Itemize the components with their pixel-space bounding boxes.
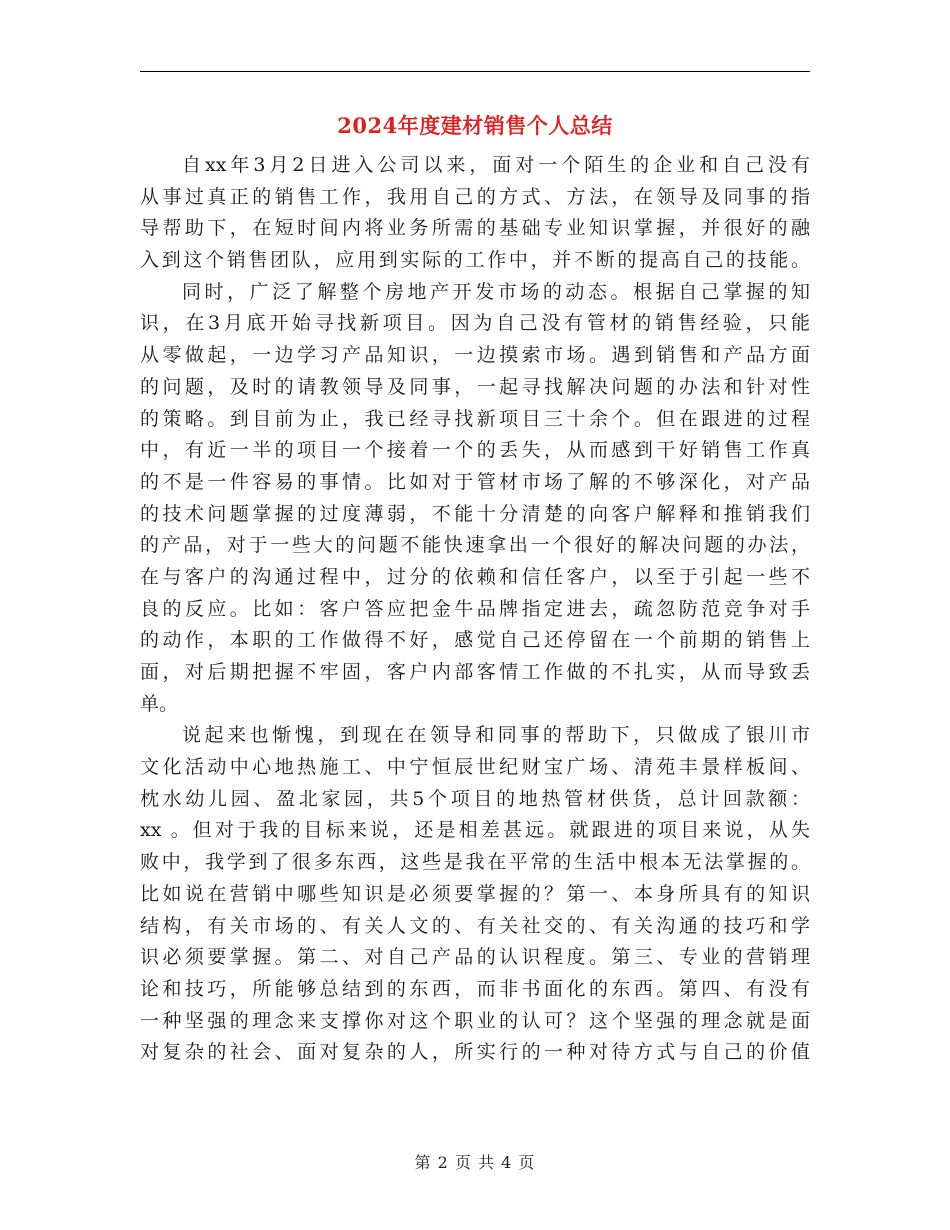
document-body [140, 150, 810, 1069]
text-line: 从事过真正的销售工作，我用自己的方式、方法，在领导及同事的指 [140, 185, 810, 208]
header-rule [140, 71, 810, 72]
text-line: 的技术问题掌握的过度薄弱，不能十分清楚的向客户解释和推销我们 [140, 502, 810, 525]
text-line: 的不是一件容易的事情。比如对于管材市场了解的不够深化，对产品 [140, 470, 810, 493]
document-title: 2024年度建材销售个人总结 [337, 113, 613, 138]
text-line: 的策略。到目前为止，我已经寻找新项目三十余个。但在跟进的过程 [140, 407, 810, 430]
text-line: 比如说在营销中哪些知识是必须要掌握的？第一、本身所具有的知识 [140, 882, 810, 905]
text-line: 结构，有关市场的、有关人文的、有关社交的、有关沟通的技巧和学 [140, 914, 810, 937]
page-number-footer: 第 2 页 共 4 页 [414, 1153, 536, 1172]
text-line: 同时，广泛了解整个房地产开发市场的动态。根据自己掌握的知 [182, 280, 810, 303]
text-line: 入到这个销售团队，应用到实际的工作中，并不断的提高自己的技能。 [140, 249, 810, 272]
text-line: 一种坚强的理念来支撑你对这个职业的认可？这个坚强的理念就是面 [140, 1009, 810, 1032]
text-line: 对复杂的社会、面对复杂的人，所实行的一种对待方式与自己的价值 [140, 1041, 810, 1064]
text-line: 从零做起，一边学习产品知识，一边摸索市场。遇到销售和产品方面 [140, 344, 810, 367]
text-line: 中，有近一半的项目一个接着一个的丢失，从而感到干好销售工作真 [140, 439, 810, 462]
text-line: 导帮助下，在短时间内将业务所需的基础专业知识掌握，并很好的融 [140, 217, 810, 240]
text-line: 论和技巧，所能够总结到的东西，而非书面化的东西。第四、有没有 [140, 977, 810, 1000]
text-line: 良的反应。比如：客户答应把金牛品牌指定进去，疏忽防范竞争对手 [140, 597, 810, 620]
text-line: 单。 [140, 692, 179, 715]
text-line: 败中，我学到了很多东西，这些是我在平常的生活中根本无法掌握的。 [140, 851, 810, 874]
text-line: xx 。但对于我的目标来说，还是相差甚远。就跟进的项目来说，从失 [140, 819, 810, 842]
text-line: 说起来也惭愧，到现在在领导和同事的帮助下，只做成了银川市 [182, 724, 810, 747]
text-line: 面，对后期把握不牢固，客户内部客情工作做的不扎实，从而导致丢 [140, 661, 810, 683]
text-line: 的动作，本职的工作做得不好，感觉自己还停留在一个前期的销售上 [140, 629, 810, 652]
text-line: 的问题，及时的请教领导及同事，一起寻找解决问题的办法和针对性 [140, 375, 810, 398]
text-line: 识必须要掌握。第二、对自己产品的认识程度。第三、专业的营销理 [140, 946, 810, 969]
paragraph-1 [140, 150, 810, 277]
text-line: 自xx年3月2日进入公司以来，面对一个陌生的企业和自己没有 [182, 154, 810, 176]
paragraph-3 [140, 720, 810, 1069]
text-line: 的产品，对于一些大的问题不能快速拿出一个很好的解决问题的办法， [140, 534, 810, 557]
text-line: 在与客户的沟通过程中，过分的依赖和信任客户，以至于引起一些不 [140, 565, 810, 588]
text-line: 枕水幼儿园、盈北家园，共5个项目的地热管材供货，总计回款额： [140, 787, 810, 810]
text-line: 文化活动中心地热施工、中宁恒辰世纪财宝广场、清苑丰景样板间、 [140, 756, 810, 779]
text-line: 识，在3月底开始寻找新项目。因为自己没有管材的销售经验，只能 [140, 312, 810, 335]
paragraph-2 [140, 277, 810, 721]
